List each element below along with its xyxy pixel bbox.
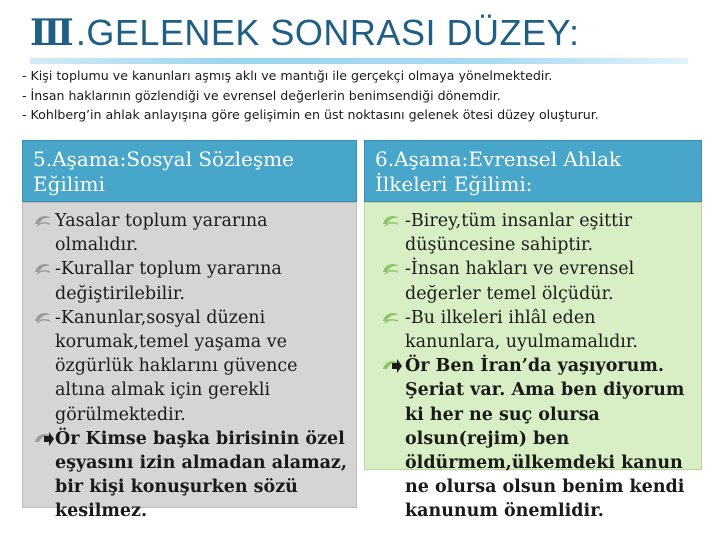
list-item [33, 427, 348, 524]
list-item-text: -Kanunlar,sosyal düzeni korumak,temel yaşama ve özgürlük haklarını güvence altına almak için gerekli görülmektedir. [55, 307, 298, 425]
list-item [375, 306, 693, 354]
list-item [33, 209, 348, 257]
list-item [375, 209, 693, 257]
slide-title [30, 8, 710, 58]
list-item-text: Ör Kimse başka birisinin özel eşyasını izin almadan alamaz, bir kişi konuşurken sözü kesilmez. [55, 428, 347, 522]
list-item [33, 306, 348, 427]
list-item-text: -İnsan hakları ve evrensel değerler temel ölçüdür. [405, 259, 635, 304]
intro-line: - Kişi toplumu ve kanunları aşmış aklı ve mantığı ile gerçekçi olmaya yönelmektedir. [22, 68, 553, 83]
intro-line: - Kohlberg’in ahlak anlayışına göre gelişimin en üst noktasını gelenek ötesi düzey oluşturur. [22, 107, 599, 122]
list-item [375, 257, 693, 305]
list-item [33, 257, 348, 305]
arrow-icon [43, 431, 55, 447]
left-column-body [22, 202, 357, 522]
swirl-icon [33, 309, 53, 327]
list-item-text: -Bu ilkeleri ihlâl eden kanunlara, uyulmamalıdır. [405, 307, 638, 353]
intro-text [22, 66, 712, 125]
swirl-icon [381, 260, 401, 278]
list-item-text: Ör Ben İran’da yaşıyorum. Şeriat var. Ama ben diyorum ki her ne suç olursa olsun(rejim) ben öldürmem,ülkemdeki kanun ne olursa olsun benim kendi kanunum önemlidir. [405, 356, 685, 522]
roman-numeral: Ⅲ [30, 12, 72, 54]
left-column-heading: 5.Aşama:Sosyal Sözleşme Eğilimi [22, 140, 357, 202]
title-underline [30, 58, 688, 64]
list-item-text: Yasalar toplum yararına olmalıdır. [55, 211, 268, 256]
list-item-text: -Birey,tüm insanlar eşittir düşüncesine sahiptir. [405, 211, 633, 256]
swirl-icon [33, 260, 53, 278]
swirl-icon [33, 212, 53, 230]
title-text: .GELENEK SONRASI DÜZEY: [75, 12, 580, 53]
swirl-icon [381, 309, 401, 327]
arrow-icon [391, 358, 403, 374]
right-column-body [364, 202, 702, 522]
list-item-text: -Kurallar toplum yararına değiştirilebilir. [55, 259, 282, 304]
swirl-icon [381, 212, 401, 230]
list-item [375, 354, 693, 523]
right-column-heading: 6.Aşama:Evrensel Ahlak İlkeleri Eğilimi: [364, 140, 702, 202]
intro-line: - İnsan haklarının gözlendiği ve evrensel değerlerin benimsendiği dönemdir. [22, 87, 501, 103]
